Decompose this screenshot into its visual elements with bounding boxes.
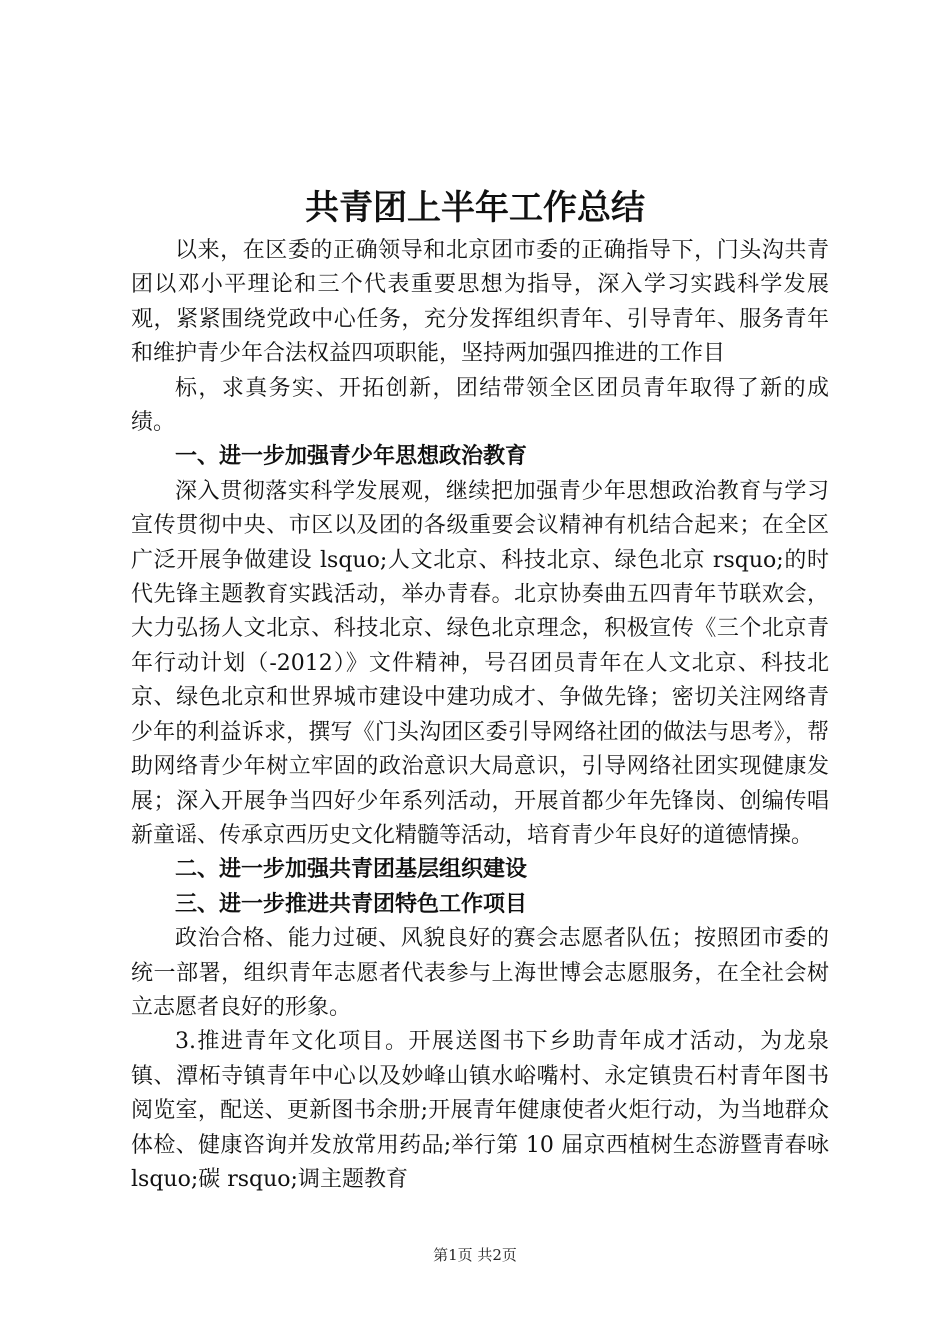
- paragraph-intro: 以来，在区委的正确领导和北京团市委的正确指导下，门头沟共青团以邓小平理论和三个代表重要思想为指导，深入学习实践科学发展观，紧紧围绕党政中心任务，充分发挥组织青年、引导青年、服务青年和维护青少年合法权益四项职能，坚持两加强四推进的工作目: [131, 238, 829, 367]
- document-body: [131, 234, 829, 1197]
- paragraph-section-1: 深入贯彻落实科学发展观，继续把加强青少年思想政治教育与学习宣传贯彻中央、市区以及团的各级重要会议精神有机结合起来；在全区广泛开展争做建设 lsquo;人文北京、科技北京、绿色北京 rsquo;的时代先锋主题教育实践活动，举办青春。北京协奏曲五四青年节联欢会，大力弘扬人文北京、科技北京、绿色北京理念，积极宣传《三个北京青年行动计划（-2012）》文件精神，号召团员青年在人文北京、科技北京、绿色北京和世界城市建设中建功成才、争做先锋；密切关注网络青少年的利益诉求，撰写《门头沟团区委引导网络社团的做法与思考》，帮助网络青少年树立牢固的政治意识大局意识，引导网络社团实现健康发展；深入开展争当四好少年系列活动，开展首都少年先锋岗、创编传唱新童谣、传承京西历史文化精髓等活动，培育青少年良好的道德情操。: [131, 478, 829, 848]
- section-heading-3: 三、进一步推进共青团特色工作项目: [175, 891, 528, 917]
- section-heading-1: 一、进一步加强青少年思想政治教育: [175, 444, 528, 470]
- paragraph-volunteers: 政治合格、能力过硬、风貌良好的赛会志愿者队伍；按照团市委的统一部署，组织青年志愿者代表参与上海世博会志愿服务，在全社会树立志愿者良好的形象。: [131, 926, 829, 1020]
- paragraph-intro-continued: 标，求真务实、开拓创新，团结带领全区团员青年取得了新的成绩。: [131, 375, 829, 436]
- page-footer: 第1页 共2页: [433, 1246, 517, 1264]
- document-title: 共青团上半年工作总结: [305, 188, 645, 228]
- paragraph-culture-project: 3.推进青年文化项目。开展送图书下乡助青年成才活动，为龙泉镇、潭柘寺镇青年中心以及妙峰山镇水峪嘴村、永定镇贵石村青年图书阅览室，配送、更新图书余册;开展青年健康使者火炬行动，为当地群众体检、健康咨询并发放常用药品;举行第 10 届京西植树生态游暨青春咏 lsquo;碳 rsquo;调主题教育: [131, 1029, 829, 1192]
- section-heading-2: 二、进一步加强共青团基层组织建设: [175, 857, 528, 883]
